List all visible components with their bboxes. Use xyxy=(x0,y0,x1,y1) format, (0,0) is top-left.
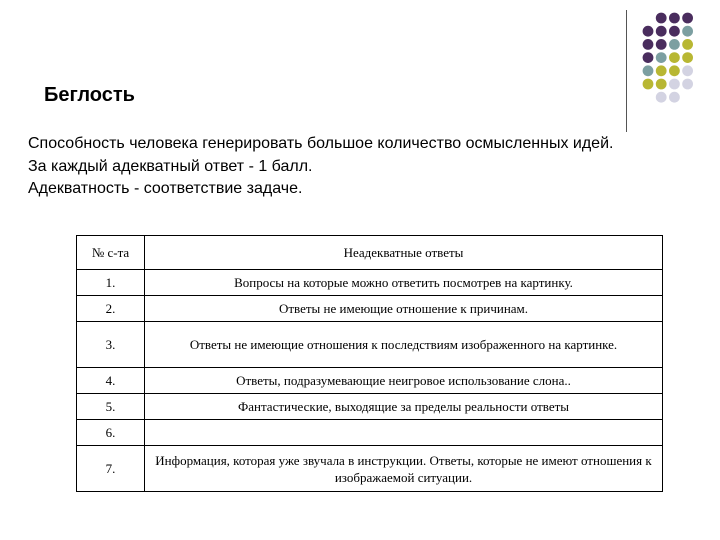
body-paragraph-2: За каждый адекватный ответ - 1 балл. xyxy=(28,157,313,175)
table-row xyxy=(77,394,663,420)
row-number: 2. xyxy=(77,296,145,322)
row-text: Информация, которая уже звучала в инструкции. Ответы, которые не имеют отношения к изображаемой ситуации. xyxy=(145,446,663,492)
decorative-dot xyxy=(643,39,654,50)
decorative-dot-grid xyxy=(640,10,720,110)
row-text: Ответы не имеющие отношение к причинам. xyxy=(145,296,663,322)
decorative-dot xyxy=(682,79,693,90)
table-row xyxy=(77,446,663,492)
decorative-dot xyxy=(643,79,654,90)
decorative-dot xyxy=(656,52,667,63)
row-number: 5. xyxy=(77,394,145,420)
row-number: 4. xyxy=(77,368,145,394)
table-header-row xyxy=(77,236,663,270)
row-text: Фантастические, выходящие за пределы реальности ответы xyxy=(145,394,663,420)
decorative-dot xyxy=(656,26,667,37)
table-row xyxy=(77,270,663,296)
decorative-dot xyxy=(682,52,693,63)
decorative-dot xyxy=(669,79,680,90)
decorative-dot xyxy=(669,92,680,103)
row-number: 7. xyxy=(77,446,145,492)
decorative-dot xyxy=(682,39,693,50)
table-row xyxy=(77,368,663,394)
header-card-number: № с-та xyxy=(77,236,145,270)
row-text: Вопросы на которые можно ответить посмотрев на картинку. xyxy=(145,270,663,296)
body-paragraph-3: Адекватность - соответствие задаче. xyxy=(28,180,303,197)
decorative-dot xyxy=(656,13,667,24)
body-paragraph-1: Способность человека генерировать большое количество осмысленных идей. xyxy=(28,135,614,152)
row-number: 1. xyxy=(77,270,145,296)
decorative-dot xyxy=(656,65,667,76)
table-row xyxy=(77,322,663,368)
slide-title: Беглость xyxy=(44,84,135,106)
decorative-dot xyxy=(682,26,693,37)
decorative-vertical-line xyxy=(626,10,627,132)
decorative-dot xyxy=(669,52,680,63)
slide-body xyxy=(28,133,708,201)
decorative-dot xyxy=(669,65,680,76)
row-number: 6. xyxy=(77,420,145,446)
decorative-dot xyxy=(669,26,680,37)
decorative-dot xyxy=(682,13,693,24)
row-text: Ответы, подразумевающие неигровое использование слона.. xyxy=(145,368,663,394)
inadequate-answers-table xyxy=(76,235,663,492)
table-row xyxy=(77,420,663,446)
decorative-dot xyxy=(656,39,667,50)
row-text xyxy=(145,420,663,446)
decorative-dot xyxy=(643,65,654,76)
decorative-dot xyxy=(656,79,667,90)
table-row xyxy=(77,296,663,322)
decorative-dot xyxy=(682,65,693,76)
decorative-dot xyxy=(669,39,680,50)
decorative-dot xyxy=(643,52,654,63)
decorative-dot xyxy=(669,13,680,24)
row-text: Ответы не имеющие отношения к последствиям изображенного на картинке. xyxy=(145,322,663,368)
header-inadequate-answers: Неадекватные ответы xyxy=(145,236,663,270)
row-number: 3. xyxy=(77,322,145,368)
decorative-dot xyxy=(643,26,654,37)
decorative-dot xyxy=(656,92,667,103)
